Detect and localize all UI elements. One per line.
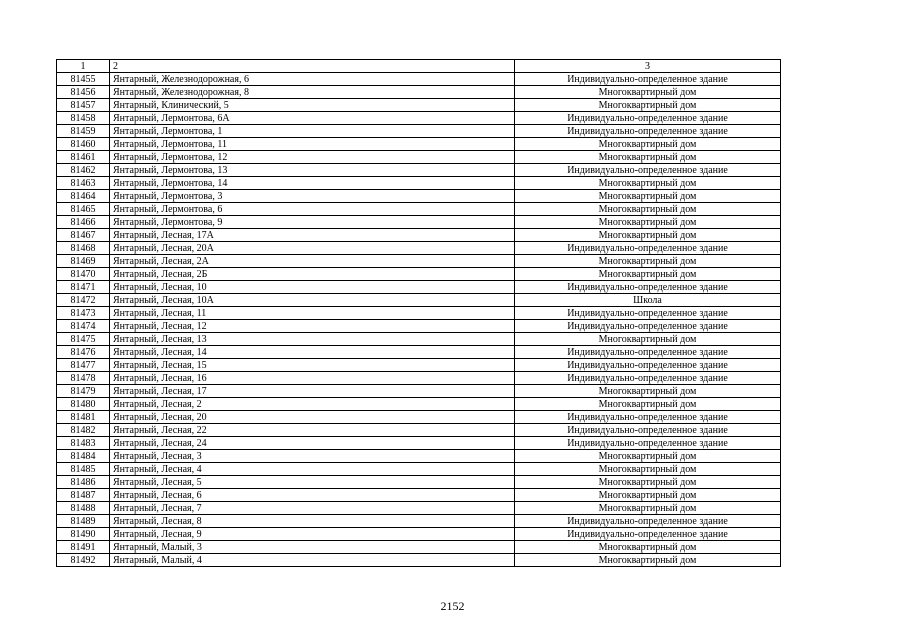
address-cell: Янтарный, Лесная, 5: [110, 476, 515, 489]
row-number-cell: 81479: [57, 385, 110, 398]
row-number-cell: 81462: [57, 164, 110, 177]
address-cell: Янтарный, Лесная, 14: [110, 346, 515, 359]
address-cell: Янтарный, Лесная, 8: [110, 515, 515, 528]
building-type-cell: Многоквартирный дом: [515, 216, 781, 229]
building-type-cell: Многоквартирный дом: [515, 450, 781, 463]
table-row: [57, 398, 781, 411]
address-cell: Янтарный, Клинический, 5: [110, 99, 515, 112]
table-row: [57, 294, 781, 307]
row-number-cell: 81480: [57, 398, 110, 411]
address-cell: Янтарный, Лесная, 12: [110, 320, 515, 333]
table-row: [57, 151, 781, 164]
row-number-cell: 81487: [57, 489, 110, 502]
building-type-cell: Многоквартирный дом: [515, 229, 781, 242]
address-cell: Янтарный, Лесная, 17: [110, 385, 515, 398]
table-row: [57, 372, 781, 385]
building-type-cell: Индивидуально-определенное здание: [515, 437, 781, 450]
address-cell: Янтарный, Лесная, 2А: [110, 255, 515, 268]
table-row: [57, 437, 781, 450]
table-row: [57, 216, 781, 229]
address-cell: Янтарный, Лесная, 7: [110, 502, 515, 515]
row-number-cell: 81492: [57, 554, 110, 567]
address-cell: Янтарный, Лермонтова, 14: [110, 177, 515, 190]
building-type-cell: Многоквартирный дом: [515, 190, 781, 203]
registry-table: [56, 59, 781, 567]
address-cell: Янтарный, Лермонтова, 6: [110, 203, 515, 216]
row-number-cell: 81470: [57, 268, 110, 281]
row-number-cell: 81491: [57, 541, 110, 554]
address-cell: Янтарный, Лермонтова, 13: [110, 164, 515, 177]
building-type-cell: Индивидуально-определенное здание: [515, 112, 781, 125]
table-row: [57, 138, 781, 151]
table-row: [57, 476, 781, 489]
row-number-cell: 81466: [57, 216, 110, 229]
address-cell: Янтарный, Лесная, 10А: [110, 294, 515, 307]
row-number-cell: 81481: [57, 411, 110, 424]
table-row: [57, 515, 781, 528]
address-cell: Янтарный, Лесная, 13: [110, 333, 515, 346]
row-number-cell: 81468: [57, 242, 110, 255]
building-type-cell: Многоквартирный дом: [515, 255, 781, 268]
row-number-cell: 81459: [57, 125, 110, 138]
building-type-cell: Индивидуально-определенное здание: [515, 320, 781, 333]
building-type-cell: Школа: [515, 294, 781, 307]
table-row: [57, 320, 781, 333]
table-row: [57, 346, 781, 359]
address-cell: Янтарный, Лермонтова, 11: [110, 138, 515, 151]
address-cell: Янтарный, Лесная, 9: [110, 528, 515, 541]
building-type-cell: Индивидуально-определенное здание: [515, 125, 781, 138]
row-number-cell: 81476: [57, 346, 110, 359]
row-number-cell: 81489: [57, 515, 110, 528]
table-row: [57, 502, 781, 515]
address-cell: Янтарный, Лесная, 10: [110, 281, 515, 294]
table-row: [57, 112, 781, 125]
address-cell: Янтарный, Железнодорожная, 6: [110, 73, 515, 86]
row-number-cell: 81463: [57, 177, 110, 190]
building-type-cell: Индивидуально-определенное здание: [515, 73, 781, 86]
building-type-cell: Многоквартирный дом: [515, 86, 781, 99]
row-number-cell: 81482: [57, 424, 110, 437]
building-type-cell: Многоквартирный дом: [515, 554, 781, 567]
building-type-cell: Многоквартирный дом: [515, 502, 781, 515]
row-number-cell: 81471: [57, 281, 110, 294]
row-number-cell: 81465: [57, 203, 110, 216]
table-body: [57, 73, 781, 567]
address-cell: Янтарный, Лесная, 20: [110, 411, 515, 424]
table-row: [57, 99, 781, 112]
row-number-cell: 81483: [57, 437, 110, 450]
row-number-cell: 81458: [57, 112, 110, 125]
row-number-cell: 81490: [57, 528, 110, 541]
address-cell: Янтарный, Лермонтова, 1: [110, 125, 515, 138]
building-type-cell: Индивидуально-определенное здание: [515, 242, 781, 255]
address-cell: Янтарный, Лесная, 20А: [110, 242, 515, 255]
address-cell: Янтарный, Лесная, 2Б: [110, 268, 515, 281]
building-type-cell: Индивидуально-определенное здание: [515, 515, 781, 528]
building-type-cell: Многоквартирный дом: [515, 476, 781, 489]
table-row: [57, 73, 781, 86]
row-number-cell: 81469: [57, 255, 110, 268]
row-number-cell: 81474: [57, 320, 110, 333]
address-cell: Янтарный, Лермонтова, 6А: [110, 112, 515, 125]
building-type-cell: Многоквартирный дом: [515, 489, 781, 502]
address-cell: Янтарный, Лесная, 24: [110, 437, 515, 450]
row-number-cell: 81457: [57, 99, 110, 112]
table-row: [57, 333, 781, 346]
building-type-cell: Индивидуально-определенное здание: [515, 346, 781, 359]
table-row: [57, 489, 781, 502]
row-number-cell: 81475: [57, 333, 110, 346]
building-type-cell: Многоквартирный дом: [515, 541, 781, 554]
table-row: [57, 307, 781, 320]
row-number-cell: 81477: [57, 359, 110, 372]
address-cell: Янтарный, Малый, 4: [110, 554, 515, 567]
table-row: [57, 385, 781, 398]
row-number-cell: 81456: [57, 86, 110, 99]
address-cell: Янтарный, Лесная, 11: [110, 307, 515, 320]
table-row: [57, 242, 781, 255]
address-cell: Янтарный, Лесная, 3: [110, 450, 515, 463]
building-type-cell: Многоквартирный дом: [515, 385, 781, 398]
address-cell: Янтарный, Лермонтова, 9: [110, 216, 515, 229]
table-row: [57, 255, 781, 268]
address-cell: Янтарный, Лесная, 6: [110, 489, 515, 502]
building-type-cell: Индивидуально-определенное здание: [515, 424, 781, 437]
row-number-cell: 81486: [57, 476, 110, 489]
address-cell: Янтарный, Малый, 3: [110, 541, 515, 554]
building-type-cell: Индивидуально-определенное здание: [515, 307, 781, 320]
row-number-cell: 81464: [57, 190, 110, 203]
table-row: [57, 450, 781, 463]
address-cell: Янтарный, Лесная, 22: [110, 424, 515, 437]
row-number-cell: 81473: [57, 307, 110, 320]
table-row: [57, 359, 781, 372]
address-cell: Янтарный, Железнодорожная, 8: [110, 86, 515, 99]
building-type-cell: Многоквартирный дом: [515, 333, 781, 346]
table-row: [57, 268, 781, 281]
table-row: [57, 554, 781, 567]
header-col-3: 3: [515, 60, 781, 73]
table-header: [57, 60, 781, 73]
address-cell: Янтарный, Лесная, 2: [110, 398, 515, 411]
address-cell: Янтарный, Лермонтова, 3: [110, 190, 515, 203]
table-row: [57, 125, 781, 138]
building-type-cell: Многоквартирный дом: [515, 99, 781, 112]
address-cell: Янтарный, Лесная, 4: [110, 463, 515, 476]
table-row: [57, 190, 781, 203]
row-number-cell: 81461: [57, 151, 110, 164]
building-type-cell: Многоквартирный дом: [515, 151, 781, 164]
building-type-cell: Многоквартирный дом: [515, 398, 781, 411]
address-cell: Янтарный, Лесная, 17А: [110, 229, 515, 242]
row-number-cell: 81455: [57, 73, 110, 86]
header-col-2: 2: [110, 60, 515, 73]
row-number-cell: 81467: [57, 229, 110, 242]
building-type-cell: Многоквартирный дом: [515, 177, 781, 190]
table-row: [57, 528, 781, 541]
building-type-cell: Индивидуально-определенное здание: [515, 372, 781, 385]
row-number-cell: 81485: [57, 463, 110, 476]
building-type-cell: Многоквартирный дом: [515, 268, 781, 281]
header-row: [57, 60, 781, 73]
header-col-1: 1: [57, 60, 110, 73]
address-cell: Янтарный, Лесная, 15: [110, 359, 515, 372]
building-type-cell: Индивидуально-определенное здание: [515, 359, 781, 372]
building-type-cell: Многоквартирный дом: [515, 138, 781, 151]
address-cell: Янтарный, Лермонтова, 12: [110, 151, 515, 164]
building-type-cell: Индивидуально-определенное здание: [515, 164, 781, 177]
page-number: 2152: [440, 599, 465, 613]
row-number-cell: 81484: [57, 450, 110, 463]
building-type-cell: Индивидуально-определенное здание: [515, 411, 781, 424]
row-number-cell: 81488: [57, 502, 110, 515]
table-row: [57, 541, 781, 554]
table-row: [57, 281, 781, 294]
building-type-cell: Многоквартирный дом: [515, 463, 781, 476]
address-cell: Янтарный, Лесная, 16: [110, 372, 515, 385]
table-row: [57, 463, 781, 476]
row-number-cell: 81472: [57, 294, 110, 307]
table-row: [57, 86, 781, 99]
table-row: [57, 164, 781, 177]
table-row: [57, 229, 781, 242]
table-row: [57, 177, 781, 190]
table-row: [57, 411, 781, 424]
building-type-cell: Индивидуально-определенное здание: [515, 281, 781, 294]
table-row: [57, 424, 781, 437]
building-type-cell: Многоквартирный дом: [515, 203, 781, 216]
row-number-cell: 81460: [57, 138, 110, 151]
building-type-cell: Индивидуально-определенное здание: [515, 528, 781, 541]
row-number-cell: 81478: [57, 372, 110, 385]
table-row: [57, 203, 781, 216]
